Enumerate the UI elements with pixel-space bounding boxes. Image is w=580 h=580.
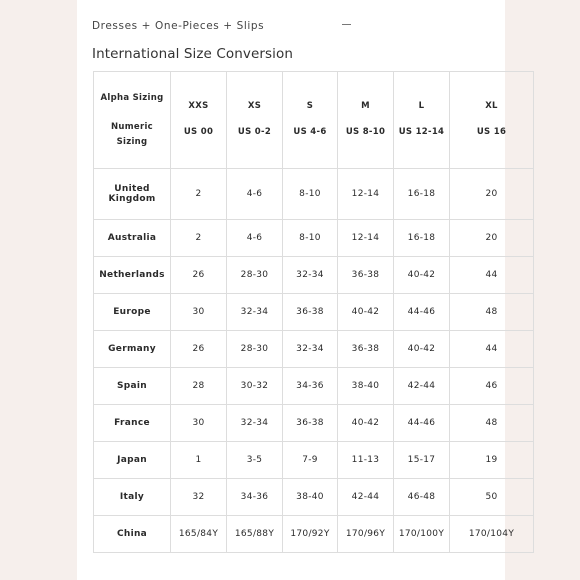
table-header-row <box>94 72 534 169</box>
table-row <box>94 368 534 405</box>
size-value-cell: 32-34 <box>283 257 338 294</box>
size-value-cell: 36-38 <box>283 405 338 442</box>
size-value-cell: 44 <box>450 257 534 294</box>
size-value-cell: 30 <box>171 405 227 442</box>
size-value-cell: 40-42 <box>338 294 394 331</box>
size-value-cell: 20 <box>450 169 534 220</box>
table-row <box>94 442 534 479</box>
size-value-cell: 170/92Y <box>283 516 338 553</box>
size-value-cell: 34-36 <box>227 479 283 516</box>
table-row <box>94 169 534 220</box>
size-value-cell: 8-10 <box>283 169 338 220</box>
size-value-cell: 2 <box>171 169 227 220</box>
size-value-cell: 32-34 <box>227 294 283 331</box>
size-value-cell: 44-46 <box>394 405 450 442</box>
size-value-cell: 44 <box>450 331 534 368</box>
size-value-cell: 34-36 <box>283 368 338 405</box>
size-value-cell: 40-42 <box>394 331 450 368</box>
size-value-cell: 30-32 <box>227 368 283 405</box>
size-value-cell: 7-9 <box>283 442 338 479</box>
size-value-cell: 42-44 <box>338 479 394 516</box>
numeric-size: US 12-14 <box>398 126 445 137</box>
country-label: Europe <box>94 294 171 331</box>
size-column-header <box>394 72 450 169</box>
table-row <box>94 479 534 516</box>
size-value-cell: 32-34 <box>283 331 338 368</box>
size-value-cell: 46 <box>450 368 534 405</box>
size-column-header <box>227 72 283 169</box>
numeric-size: US 0-2 <box>237 126 272 137</box>
country-label: Netherlands <box>94 257 171 294</box>
alpha-size: S <box>306 100 314 111</box>
size-value-cell: 170/104Y <box>450 516 534 553</box>
size-value-cell: 165/88Y <box>227 516 283 553</box>
alpha-size: L <box>418 100 425 111</box>
size-value-cell: 28-30 <box>227 257 283 294</box>
size-value-cell: 40-42 <box>394 257 450 294</box>
size-value-cell: 48 <box>450 405 534 442</box>
size-value-cell: 170/96Y <box>338 516 394 553</box>
size-value-cell: 8-10 <box>283 220 338 257</box>
size-value-cell: 44-46 <box>394 294 450 331</box>
size-value-cell: 15-17 <box>394 442 450 479</box>
size-value-cell: 50 <box>450 479 534 516</box>
country-label: Italy <box>94 479 171 516</box>
size-column-header <box>283 72 338 169</box>
country-label: Japan <box>94 442 171 479</box>
size-value-cell: 32-34 <box>227 405 283 442</box>
numeric-sizing-label: Numeric Sizing <box>110 121 154 147</box>
size-value-cell: 36-38 <box>338 331 394 368</box>
country-label: Australia <box>94 220 171 257</box>
size-value-cell: 170/100Y <box>394 516 450 553</box>
size-value-cell: 20 <box>450 220 534 257</box>
alpha-size: XS <box>247 100 262 111</box>
size-value-cell: 16-18 <box>394 169 450 220</box>
size-value-cell: 30 <box>171 294 227 331</box>
size-value-cell: 48 <box>450 294 534 331</box>
size-value-cell: 28 <box>171 368 227 405</box>
size-value-cell: 3-5 <box>227 442 283 479</box>
country-label: China <box>94 516 171 553</box>
size-value-cell: 12-14 <box>338 220 394 257</box>
size-value-cell: 26 <box>171 331 227 368</box>
size-value-cell: 36-38 <box>283 294 338 331</box>
size-value-cell: 46-48 <box>394 479 450 516</box>
size-value-cell: 40-42 <box>338 405 394 442</box>
numeric-size: US 8-10 <box>345 126 386 137</box>
size-value-cell: 4-6 <box>227 220 283 257</box>
size-value-cell: 12-14 <box>338 169 394 220</box>
size-column-header <box>338 72 394 169</box>
alpha-size: XXS <box>188 100 209 111</box>
table-row <box>94 220 534 257</box>
section-title: International Size Conversion <box>92 46 294 62</box>
country-label: Germany <box>94 331 171 368</box>
size-value-cell: 38-40 <box>283 479 338 516</box>
size-guide-panel <box>77 0 515 580</box>
accordion-title: Dresses + One-Pieces + Slips <box>92 20 265 32</box>
size-value-cell: 16-18 <box>394 220 450 257</box>
numeric-size: US 16 <box>476 126 507 137</box>
table-row <box>94 257 534 294</box>
size-value-cell: 36-38 <box>338 257 394 294</box>
size-column-header <box>171 72 227 169</box>
minus-icon[interactable] <box>342 24 351 25</box>
size-value-cell: 28-30 <box>227 331 283 368</box>
size-value-cell: 26 <box>171 257 227 294</box>
header-label-cell <box>94 72 171 169</box>
size-value-cell: 4-6 <box>227 169 283 220</box>
size-value-cell: 19 <box>450 442 534 479</box>
size-value-cell: 38-40 <box>338 368 394 405</box>
table-row <box>94 331 534 368</box>
alpha-size: XL <box>485 100 498 111</box>
numeric-size: US 4-6 <box>293 126 327 137</box>
table-row <box>94 405 534 442</box>
country-label: United Kingdom <box>94 169 171 220</box>
country-label: Spain <box>94 368 171 405</box>
size-value-cell: 2 <box>171 220 227 257</box>
size-value-cell: 11-13 <box>338 442 394 479</box>
size-value-cell: 32 <box>171 479 227 516</box>
country-label: France <box>94 405 171 442</box>
alpha-sizing-label: Alpha Sizing <box>100 92 164 103</box>
size-column-header <box>450 72 534 169</box>
size-conversion-table <box>93 71 534 553</box>
accordion-dresses-header[interactable] <box>92 18 352 34</box>
size-value-cell: 42-44 <box>394 368 450 405</box>
numeric-size: US 00 <box>183 126 214 137</box>
size-value-cell: 165/84Y <box>171 516 227 553</box>
size-value-cell: 1 <box>171 442 227 479</box>
alpha-size: M <box>361 100 370 111</box>
table-row <box>94 516 534 553</box>
table-row <box>94 294 534 331</box>
